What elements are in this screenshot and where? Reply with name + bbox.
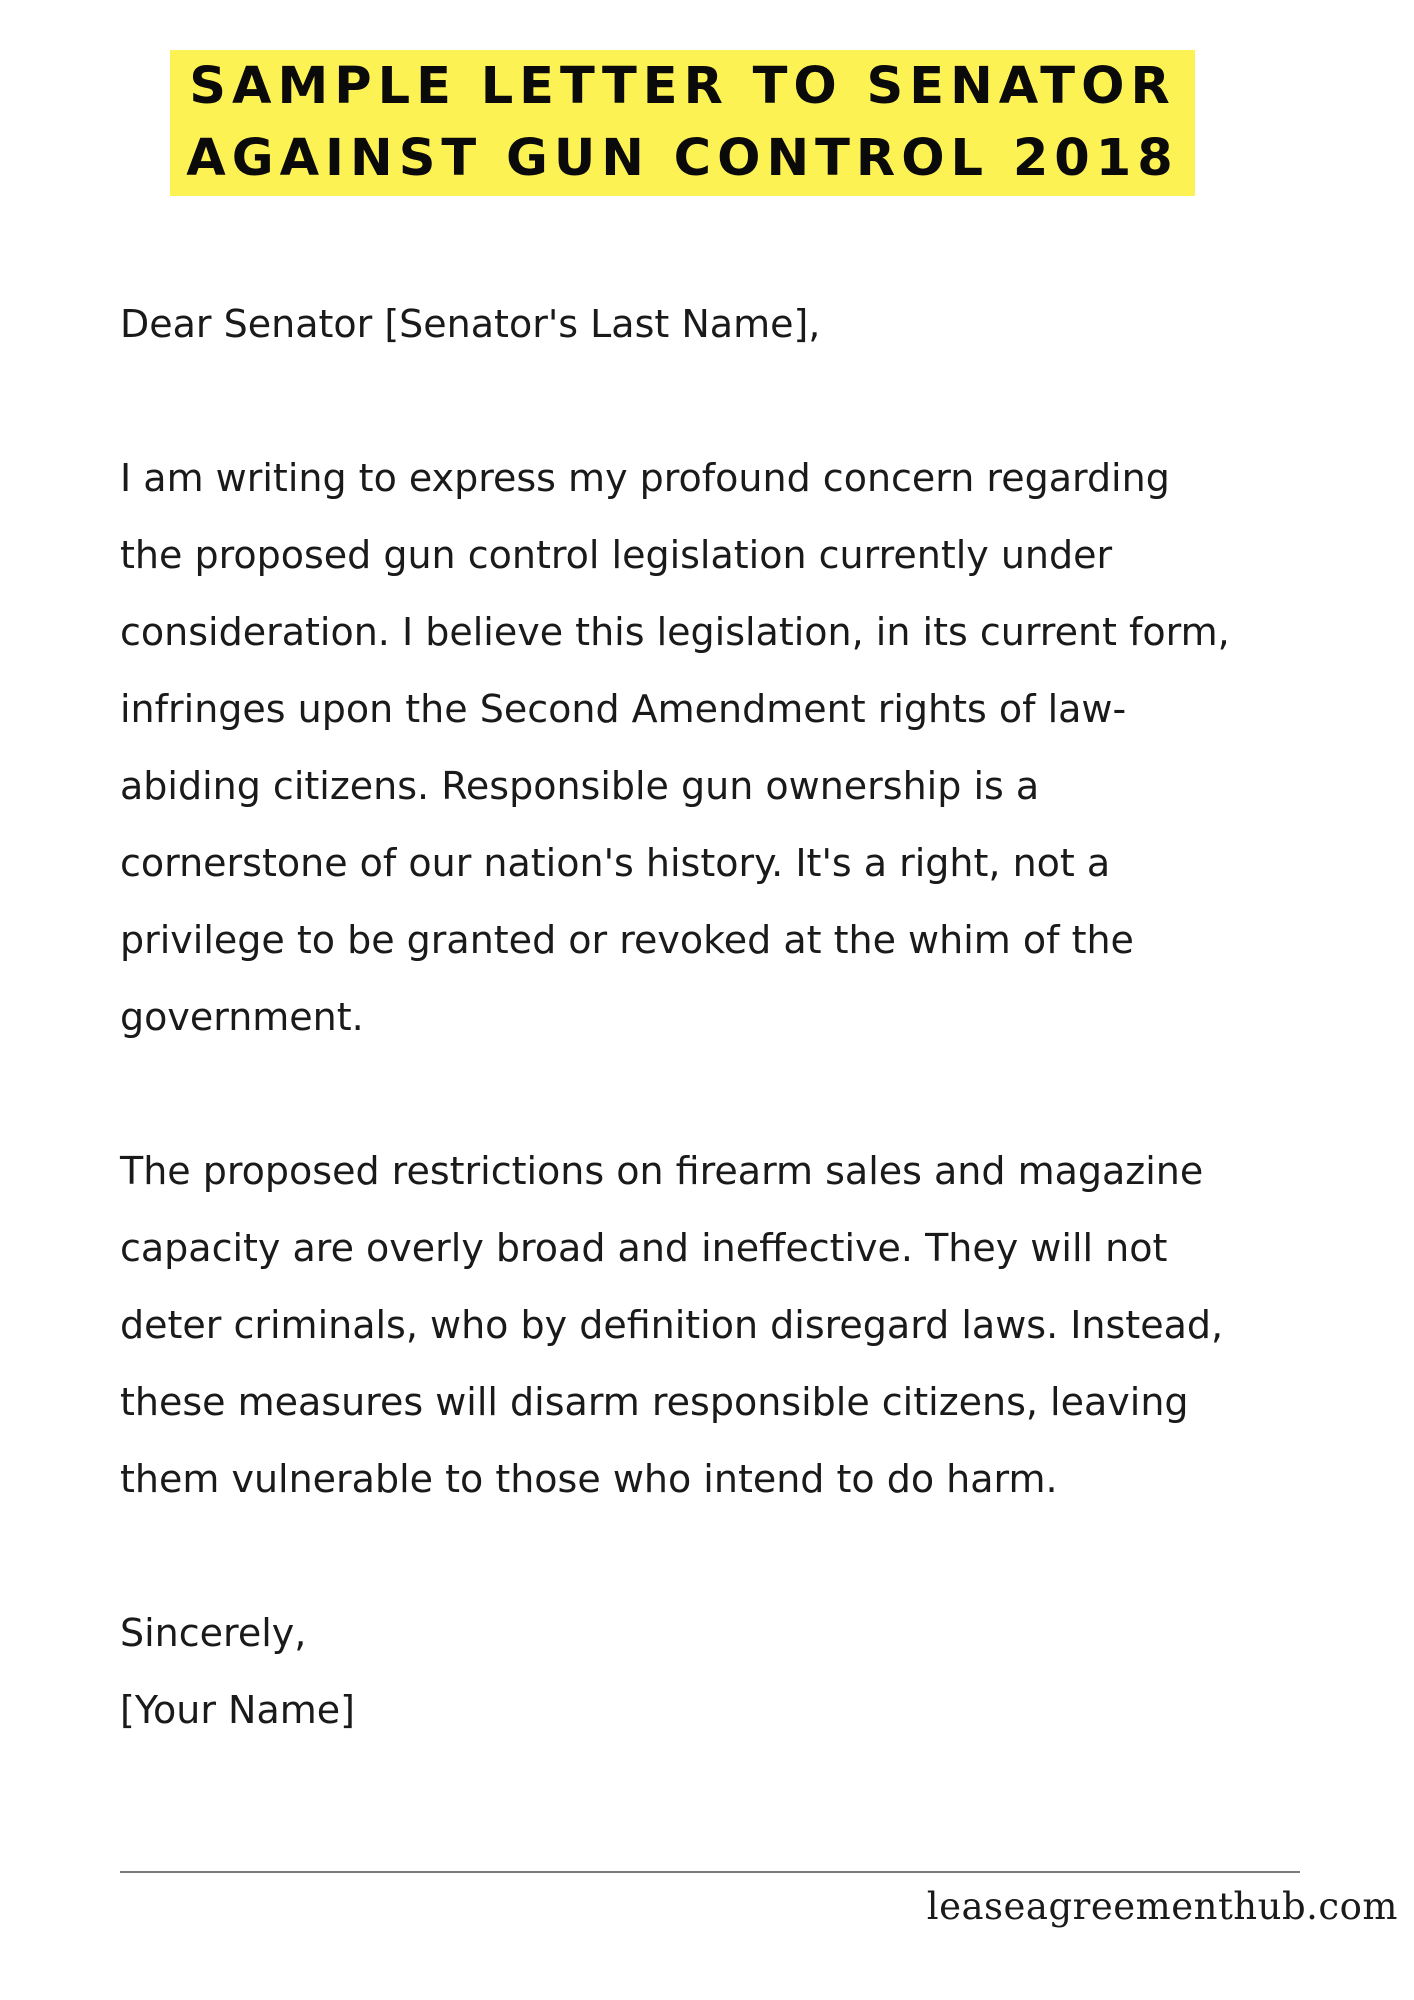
paragraph-line: cornerstone of our nation's history. It's a right, not a — [120, 841, 1111, 885]
paragraph-line: consideration. I believe this legislation, in its current form, — [120, 610, 1230, 654]
salutation: Dear Senator [Senator's Last Name], — [120, 302, 821, 346]
paragraph-line: abiding citizens. Responsible gun ownership is a — [120, 764, 1040, 808]
paragraph-gap — [120, 363, 1360, 440]
paragraph-line: them vulnerable to those who intend to do harm. — [120, 1457, 1058, 1501]
paragraph-line: privilege to be granted or revoked at the whim of the — [120, 918, 1134, 962]
closing: Sincerely, — [120, 1611, 307, 1655]
paragraph-line: government. — [120, 995, 364, 1039]
paragraph-line: The proposed restrictions on firearm sales and magazine — [120, 1149, 1204, 1193]
paragraph-line: the proposed gun control legislation currently under — [120, 533, 1113, 577]
paragraph-gap — [120, 1518, 1360, 1595]
paragraph-line: infringes upon the Second Amendment rights of law- — [120, 687, 1127, 731]
page-title-line-2: AGAINST GUN CONTROL 2018 — [186, 129, 1179, 188]
paragraph-1 — [120, 440, 1360, 1056]
paragraph-gap — [120, 1056, 1360, 1133]
paragraph-line: these measures will disarm responsible citizens, leaving — [120, 1380, 1189, 1424]
signature-placeholder: [Your Name] — [120, 1688, 355, 1732]
paragraph-line: I am writing to express my profound concern regarding — [120, 456, 1170, 500]
letter-body — [120, 286, 1360, 1749]
paragraph-2 — [120, 1133, 1360, 1518]
footer-site: leaseagreementhub.com — [926, 1885, 1398, 1928]
paragraph-line: deter criminals, who by definition disregard laws. Instead, — [120, 1303, 1224, 1347]
paragraph-line: capacity are overly broad and ineffective. They will not — [120, 1226, 1168, 1270]
title-highlight — [170, 50, 1195, 196]
page-title-line-1: SAMPLE LETTER TO SENATOR — [189, 57, 1176, 116]
footer-divider — [120, 1871, 1300, 1873]
